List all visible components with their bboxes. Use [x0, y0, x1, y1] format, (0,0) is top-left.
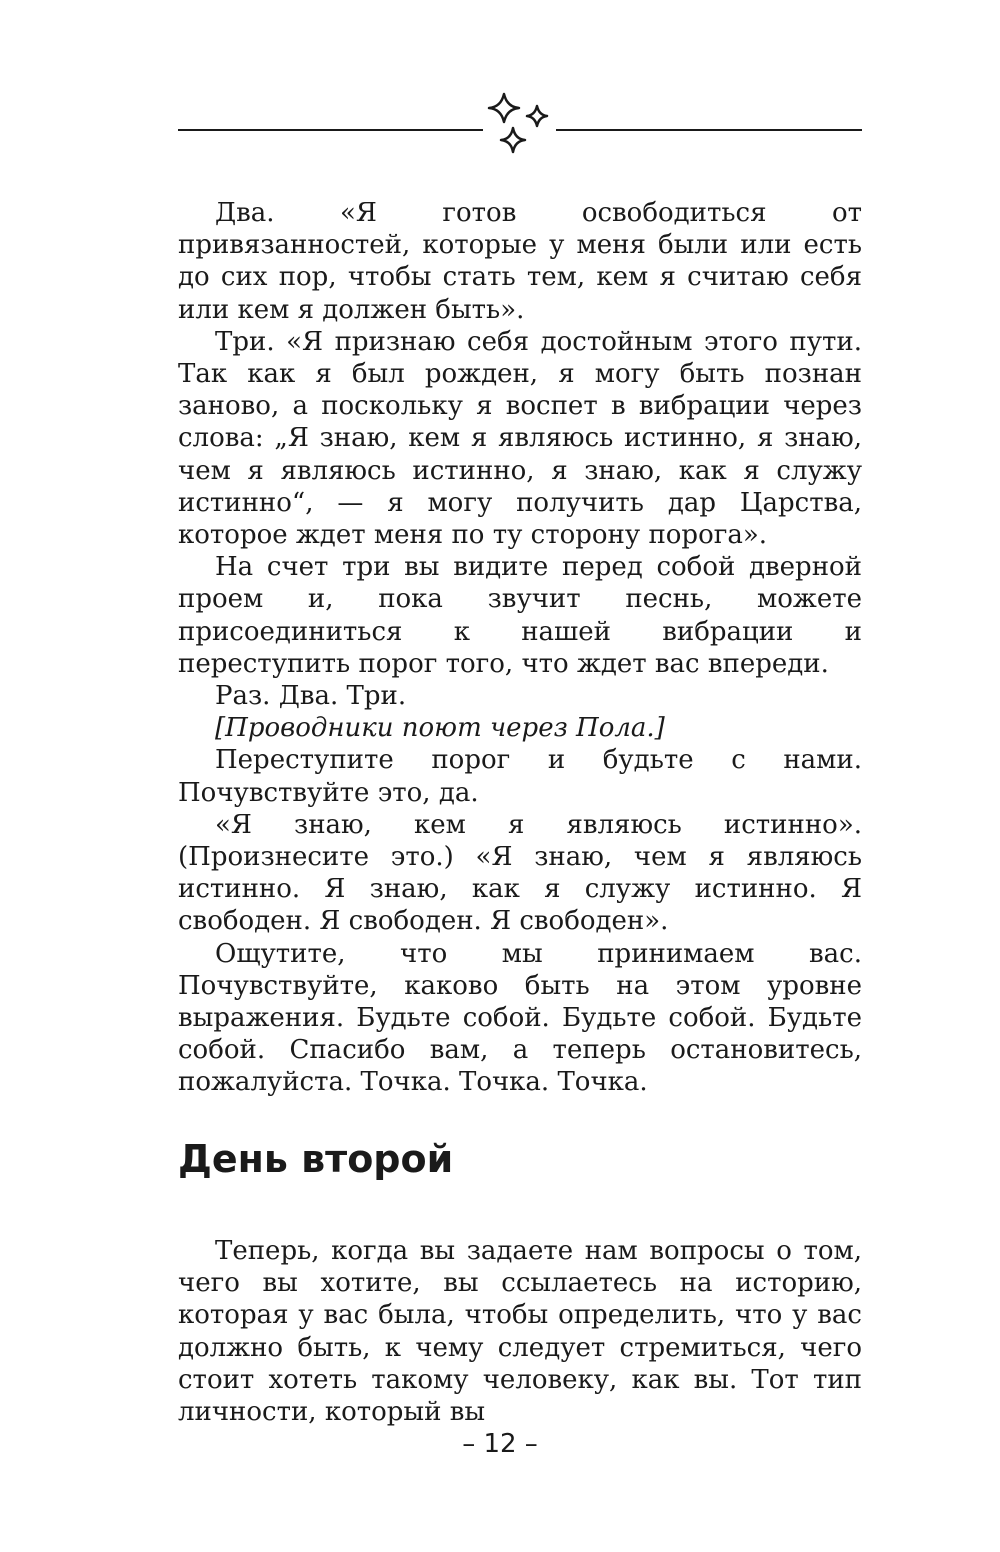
paragraph-step-over: Переступите порог и будьте с нами. Почувствуйте это, да.	[178, 745, 862, 808]
paragraph-doorway: На счет три вы видите перед собой дверной проем и, пока звучит песнь, можете присоединиться к нашей вибрации и переступить порог того, что ждет вас впереди.	[178, 552, 862, 679]
paragraph-stage-note: [Проводники поют через Пола.]	[215, 713, 665, 744]
section-heading: День второй	[178, 1137, 454, 1181]
paragraph-closing: Ощутите, что мы принимаем вас. Почувствуйте, каково быть на этом уровне выражения. Будьте собой. Будьте собой. Будьте собой. Спасибо вам, а теперь остановитесь, пожалуйста. Точка. Точка. Точка.	[178, 938, 862, 1098]
paragraph-three: Три. «Я признаю себя достойным этого пути. Так как я был рожден, я могу быть познан заново, а поскольку я воспет в вибрации через слова: „Я знаю, кем я являюсь истинно, я знаю, чем я являюсь истинно, я знаю, как я служу истинно“, — я могу получить дар Царства, которое ждет меня по ту сторону порога».	[178, 326, 862, 551]
ornament-rule-right	[556, 129, 862, 131]
ornament-rule-left	[178, 129, 483, 131]
paragraph-two: Два. «Я готов освободиться от привязанностей, которые у меня были или есть до сих пор, чтобы стать тем, кем я считаю себя или кем я должен быть».	[178, 198, 862, 325]
sparkle-stars-icon	[483, 88, 556, 160]
chapter-ornament	[178, 88, 862, 160]
paragraph-affirmation: «Я знаю, кем я являюсь истинно». (Произнесите это.) «Я знаю, чем я являюсь истинно. Я знаю, как я служу истинно. Я свободен. Я свободен. Я свободен».	[178, 809, 862, 937]
paragraph-count: Раз. Два. Три.	[215, 681, 407, 712]
body-text-before-heading	[178, 197, 862, 1099]
paragraph-day-two-intro: Теперь, когда вы задаете нам вопросы о том, чего вы хотите, вы ссылаетесь на историю, которая у вас была, чтобы определить, что у вас должно быть, к чему следует стремиться, чего стоит хотеть такому человеку, как вы. Тот тип личности, который вы	[178, 1236, 862, 1428]
page-number: – 12 –	[462, 1429, 538, 1459]
body-text-after-heading	[178, 1235, 862, 1428]
